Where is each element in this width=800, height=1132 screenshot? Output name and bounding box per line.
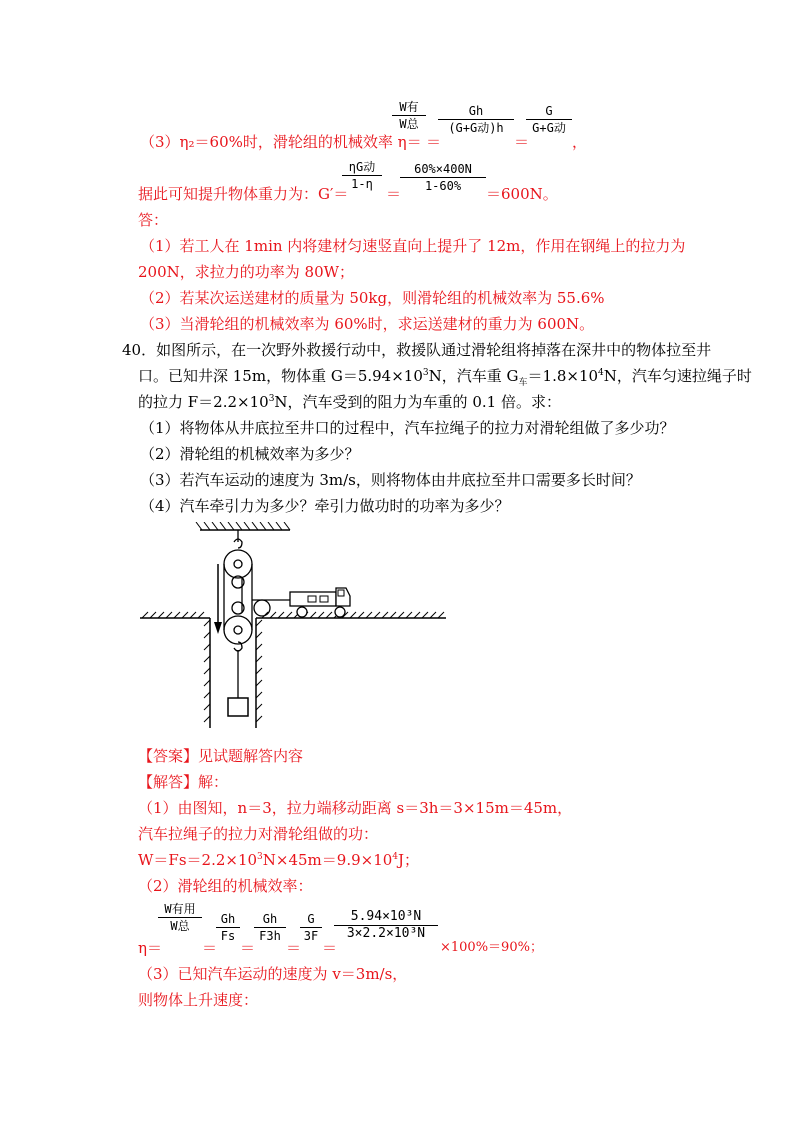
eta-prefix: η＝ [138,939,162,957]
fraction-60-400-over-1-60: 60%×400N 1-60% [400,162,486,193]
fixed-pulley [224,530,252,588]
equals-sign: ＝ [514,133,530,151]
fraction-g-over-g-plus-gdong: G G+G动 [526,104,572,135]
guide-pulley [252,600,290,616]
equals-sign: ＝ [426,133,442,151]
question-40-line-1: 40．如图所示，在一次野外救援行动中，救援队通过滑轮组将掉落在深井中的物体拉至井 [122,341,712,359]
fraction-g-over-3f: G 3F [300,912,322,943]
equals-sign: ＝ [240,939,256,957]
question-40-line-2: 口。已知井深 15m，物体重 $G=5.94\times 10^3N$，汽车重 $G_车=1.8\times 10^4N$，汽车匀速拉绳子时 [138,367,752,388]
analysis-tag: 【解答】解： [138,773,229,791]
ceiling-support [196,522,290,530]
answer-3: （3）当滑轮组的机械效率为 60%时，求运送建材的重力为 600N。 [140,315,595,333]
ground-left [140,612,210,618]
solution-step-2: 汽车拉绳子的拉力对滑轮组做的功： [138,825,379,843]
fraction-numeric-efficiency: 5.94×10³N 3×2.2×10³N [334,910,438,941]
solution-work-formula: $W=Fs=2.2\times 10^3N\times 45m=9.9\times 10^4J$； [138,851,420,869]
question-40-sub-3: （3）若汽车运动的速度为 3m/s，则将物体由井底拉至井口需要多长时间？ [140,471,641,489]
question-40-sub-2: （2）滑轮组的机械效率为多少？ [140,445,360,463]
result-600n: ＝600N。 [486,185,558,203]
fraction-eta-gdong-over-1-eta: ηG动 1-η [342,160,382,191]
comma: ， [572,133,588,151]
answer-tag: 【答案】见试题解答内容 [138,747,304,765]
equals-sign: ＝ [286,939,302,957]
truck [290,588,350,617]
hanging-object [228,698,248,716]
equals-sign: ＝ [386,185,402,203]
question-40-line-3: 的拉力 $F=2.2\times 10^3N$，汽车受到的阻力为车重的 0.1 倍。求： [138,393,561,411]
solution-step-3: （3）已知汽车运动的速度为 v＝3m/s， [138,965,408,983]
efficiency-result: ×100%＝90%； [440,940,543,955]
fraction-gh-over-fs: Gh Fs [216,912,240,943]
fraction-w-useful-over-w-total-2: W有用 W总 [158,902,202,933]
equals-sign: ＝ [322,939,338,957]
solution-step-efficiency: （2）滑轮组的机械效率： [138,877,313,895]
eta-line-prefix: （3）η₂＝60%时，滑轮组的机械效率 η＝ [140,133,422,151]
answer-label: 答： [138,211,169,229]
answer-1-line-1: （1）若工人在 1min 内将建材匀速竖直向上提升了 12m，作用在钢绳上的拉力为 [140,237,686,255]
question-40-sub-1: （1）将物体从井底拉至井口的过程中，汽车拉绳子的拉力对滑轮组做了多少功？ [140,419,675,437]
gravity-line-prefix: 据此可知提升物体重力为：G′＝ [138,185,349,203]
solution-step-1: （1）由图知，n＝3，拉力端移动距离 s＝3h＝3×15m＝45m， [138,799,573,817]
force-arrow [214,564,222,634]
question-40-sub-4: （4）汽车牵引力为多少？牵引力做功时的功率为多少？ [140,497,510,515]
pulley-well-diagram [138,522,458,732]
fraction-w-useful-over-w-total: W有 W总 [392,100,426,131]
equals-sign: ＝ [202,939,218,957]
fraction-gh-over-ggh: Gh (G+G动)h [438,104,514,135]
fraction-gh-over-f3h: Gh F3h [254,912,286,943]
answer-2: （2）若某次运送建材的质量为 50kg，则滑轮组的机械效率为 55.6% [140,289,605,307]
answer-1-line-2: 200N，求拉力的功率为 80W； [138,263,355,281]
solution-step-rise-speed: 则物体上升速度： [138,991,259,1009]
ground-right [256,612,446,618]
movable-pulley [224,602,252,698]
